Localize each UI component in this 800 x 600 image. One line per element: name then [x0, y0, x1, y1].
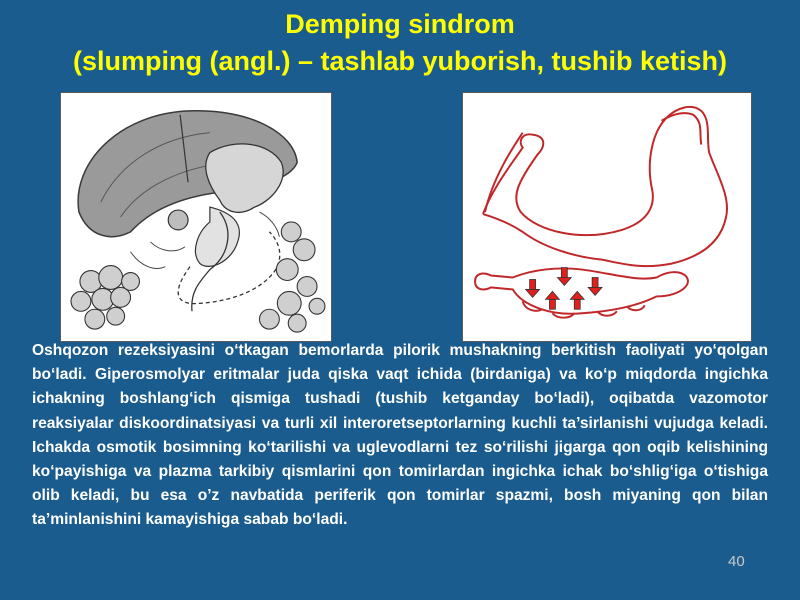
title-line-1: Demping sindrom: [285, 9, 515, 39]
anatomical-drawing: [60, 92, 332, 342]
body-paragraph: Oshqozon rezeksiyasini o‘tkagan bemorlarda pilorik mushakning berkitish faoliyati yo‘qolgan bo‘ladi. Giperosmolyar eritmalar juda qiska vaqt ichida (birdaniga) va ko‘p miqdorda ingichka ichakning boshlang‘ich qismiga tushadi (tushib ketganday bo‘ladi), oqibatda vazomotor reaksiyalar diskoordinatsiyasi va turli xil interoretseptorlarning kuchli ta’sirlanishi vujudga keladi. Ichakda osmotik bosimning ko‘tarilishi va uglevodlarni tez so‘rilishi jigarga qon oqib kelishining ko‘payishiga va plazma tarkibiy qismlarini qon tomirlardan ingichka ichak bo‘shlig‘iga o‘tishiga olib keladi, bu esa o’z navbatida periferik qon tomirlar spazmi, bosh miyaning qon bilan ta’minlanishini kamayishiga sabab bo‘ladi.: [32, 342, 768, 529]
title-line-2: (slumping (angl.) – tashlab yuborish, tushib ketish): [72, 46, 728, 76]
anatomical-drawing-svg: [61, 93, 331, 341]
slide-title: [0, 6, 800, 80]
stomach-outline-svg: [463, 93, 751, 341]
page-number: 40: [728, 553, 745, 570]
stomach-outline-diagram: [462, 92, 752, 342]
